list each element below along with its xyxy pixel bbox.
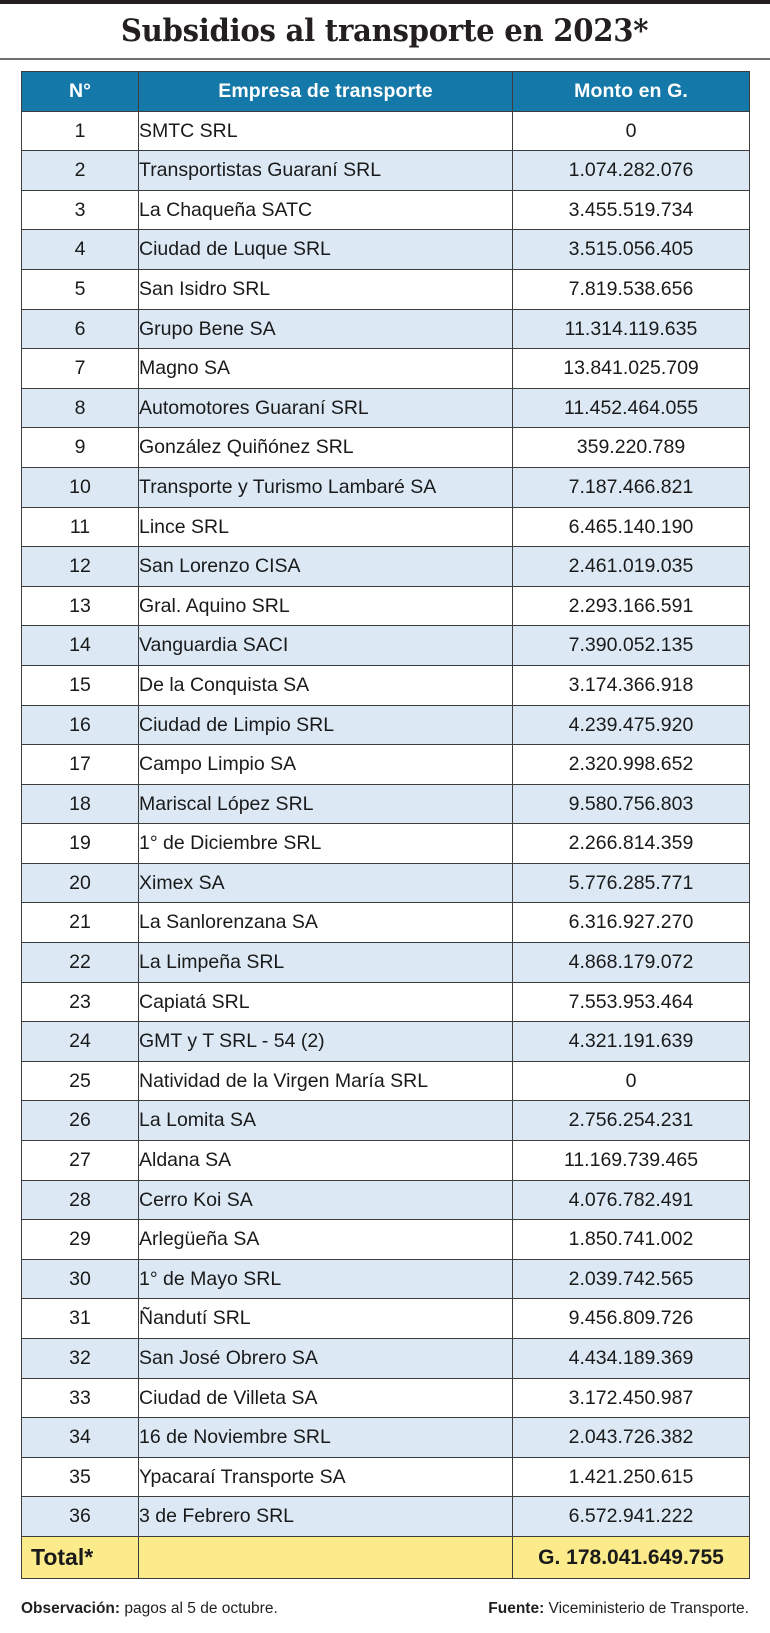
cell-company: González Quiñónez SRL (139, 428, 513, 468)
cell-amount: 2.320.998.652 (513, 745, 750, 785)
cell-number: 23 (22, 982, 139, 1022)
table-row (22, 151, 750, 191)
cell-number: 13 (22, 586, 139, 626)
cell-number: 12 (22, 547, 139, 587)
cell-amount: 6.572.941.222 (513, 1497, 750, 1537)
cell-number: 10 (22, 467, 139, 507)
cell-amount: 4.076.782.491 (513, 1180, 750, 1220)
cell-company: Arlegüeña SA (139, 1220, 513, 1260)
cell-company: Vanguardia SACI (139, 626, 513, 666)
cell-company: La Lomita SA (139, 1101, 513, 1141)
cell-number: 22 (22, 943, 139, 983)
cell-company: Natividad de la Virgen María SRL (139, 1061, 513, 1101)
cell-company: Cerro Koi SA (139, 1180, 513, 1220)
cell-number: 8 (22, 388, 139, 428)
table-row (22, 1061, 750, 1101)
total-label: Total* (22, 1536, 139, 1578)
table-body (22, 111, 750, 1536)
table-row (22, 745, 750, 785)
observation-text: pagos al 5 de octubre. (120, 1600, 278, 1617)
cell-number: 33 (22, 1378, 139, 1418)
cell-number: 35 (22, 1457, 139, 1497)
subsidies-table (21, 71, 750, 1579)
source-text: Viceministerio de Transporte. (544, 1600, 749, 1617)
cell-number: 34 (22, 1418, 139, 1458)
column-header-amount: Monto en G. (513, 72, 750, 112)
cell-number: 15 (22, 665, 139, 705)
cell-amount: 4.868.179.072 (513, 943, 750, 983)
table-row (22, 665, 750, 705)
title-band (0, 4, 770, 58)
cell-company: La Chaqueña SATC (139, 190, 513, 230)
table-row (22, 269, 750, 309)
table-row (22, 1457, 750, 1497)
cell-number: 24 (22, 1022, 139, 1062)
cell-amount: 0 (513, 1061, 750, 1101)
observation-note (21, 1600, 278, 1618)
cell-amount: 3.455.519.734 (513, 190, 750, 230)
cell-number: 4 (22, 230, 139, 270)
cell-amount: 11.452.464.055 (513, 388, 750, 428)
cell-company: Lince SRL (139, 507, 513, 547)
cell-amount: 2.266.814.359 (513, 824, 750, 864)
cell-company: Ciudad de Limpio SRL (139, 705, 513, 745)
cell-amount: 3.172.450.987 (513, 1378, 750, 1418)
cell-company: Capiatá SRL (139, 982, 513, 1022)
table-row (22, 1022, 750, 1062)
table-row (22, 705, 750, 745)
table-row (22, 309, 750, 349)
cell-number: 19 (22, 824, 139, 864)
cell-number: 28 (22, 1180, 139, 1220)
table-row (22, 903, 750, 943)
table-row (22, 1497, 750, 1537)
table-footer (22, 1536, 750, 1578)
cell-amount: 2.293.166.591 (513, 586, 750, 626)
table-row (22, 388, 750, 428)
table-row (22, 428, 750, 468)
cell-company: 1° de Diciembre SRL (139, 824, 513, 864)
cell-number: 30 (22, 1259, 139, 1299)
cell-amount: 4.321.191.639 (513, 1022, 750, 1062)
cell-company: SMTC SRL (139, 111, 513, 151)
cell-amount: 5.776.285.771 (513, 863, 750, 903)
cell-amount: 7.390.052.135 (513, 626, 750, 666)
source-note (488, 1600, 749, 1618)
cell-amount: 9.580.756.803 (513, 784, 750, 824)
cell-number: 27 (22, 1141, 139, 1181)
cell-company: Automotores Guaraní SRL (139, 388, 513, 428)
cell-company: Transporte y Turismo Lambaré SA (139, 467, 513, 507)
table-row (22, 1378, 750, 1418)
cell-company: San Lorenzo CISA (139, 547, 513, 587)
cell-number: 26 (22, 1101, 139, 1141)
cell-amount: 13.841.025.709 (513, 349, 750, 389)
cell-amount: 7.187.466.821 (513, 467, 750, 507)
source-label: Fuente: (488, 1600, 545, 1617)
cell-number: 14 (22, 626, 139, 666)
table-row (22, 1418, 750, 1458)
cell-company: Transportistas Guaraní SRL (139, 151, 513, 191)
cell-company: Ypacaraí Transporte SA (139, 1457, 513, 1497)
table-row (22, 1101, 750, 1141)
cell-number: 31 (22, 1299, 139, 1339)
cell-amount: 1.074.282.076 (513, 151, 750, 191)
cell-company: San José Obrero SA (139, 1339, 513, 1379)
table-row (22, 507, 750, 547)
footer (21, 1600, 749, 1618)
cell-amount: 7.819.538.656 (513, 269, 750, 309)
cell-number: 11 (22, 507, 139, 547)
cell-number: 16 (22, 705, 139, 745)
cell-company: Magno SA (139, 349, 513, 389)
cell-company: 1° de Mayo SRL (139, 1259, 513, 1299)
cell-amount: 0 (513, 111, 750, 151)
cell-number: 29 (22, 1220, 139, 1260)
cell-number: 17 (22, 745, 139, 785)
cell-amount: 6.465.140.190 (513, 507, 750, 547)
cell-amount: 2.039.742.565 (513, 1259, 750, 1299)
cell-amount: 3.515.056.405 (513, 230, 750, 270)
cell-amount: 7.553.953.464 (513, 982, 750, 1022)
cell-company: 16 de Noviembre SRL (139, 1418, 513, 1458)
cell-number: 21 (22, 903, 139, 943)
cell-amount: 4.434.189.369 (513, 1339, 750, 1379)
cell-company: Campo Limpio SA (139, 745, 513, 785)
table-row (22, 626, 750, 666)
cell-company: Ciudad de Villeta SA (139, 1378, 513, 1418)
table-header (22, 72, 750, 112)
cell-amount: 359.220.789 (513, 428, 750, 468)
observation-label: Observación: (21, 1600, 121, 1617)
table-row (22, 586, 750, 626)
cell-company: Ciudad de Luque SRL (139, 230, 513, 270)
table-row (22, 784, 750, 824)
table-row (22, 982, 750, 1022)
cell-number: 7 (22, 349, 139, 389)
table-row (22, 943, 750, 983)
cell-number: 5 (22, 269, 139, 309)
cell-number: 36 (22, 1497, 139, 1537)
cell-amount: 9.456.809.726 (513, 1299, 750, 1339)
cell-amount: 2.043.726.382 (513, 1418, 750, 1458)
total-row (22, 1536, 750, 1578)
title-divider (0, 58, 770, 60)
page-title: Subsidios al transporte en 2023* (121, 13, 649, 49)
cell-number: 3 (22, 190, 139, 230)
cell-company: Ximex SA (139, 863, 513, 903)
cell-number: 1 (22, 111, 139, 151)
cell-company: Ñandutí SRL (139, 1299, 513, 1339)
cell-number: 9 (22, 428, 139, 468)
cell-amount: 2.756.254.231 (513, 1101, 750, 1141)
cell-number: 25 (22, 1061, 139, 1101)
cell-company: 3 de Febrero SRL (139, 1497, 513, 1537)
cell-company: La Limpeña SRL (139, 943, 513, 983)
cell-company: Grupo Bene SA (139, 309, 513, 349)
cell-amount: 1.850.741.002 (513, 1220, 750, 1260)
table-row (22, 1259, 750, 1299)
cell-company: San Isidro SRL (139, 269, 513, 309)
total-amount: G. 178.041.649.755 (513, 1536, 750, 1578)
cell-amount: 6.316.927.270 (513, 903, 750, 943)
cell-company: GMT y T SRL - 54 (2) (139, 1022, 513, 1062)
cell-amount: 11.314.119.635 (513, 309, 750, 349)
cell-number: 2 (22, 151, 139, 191)
table-row (22, 1141, 750, 1181)
cell-number: 20 (22, 863, 139, 903)
cell-amount: 11.169.739.465 (513, 1141, 750, 1181)
table-row (22, 863, 750, 903)
cell-number: 32 (22, 1339, 139, 1379)
cell-amount: 1.421.250.615 (513, 1457, 750, 1497)
table-row (22, 467, 750, 507)
cell-amount: 3.174.366.918 (513, 665, 750, 705)
table-row (22, 111, 750, 151)
table-row (22, 824, 750, 864)
table-row (22, 1220, 750, 1260)
header-row (22, 72, 750, 112)
cell-amount: 2.461.019.035 (513, 547, 750, 587)
cell-company: La Sanlorenzana SA (139, 903, 513, 943)
total-spacer (139, 1536, 513, 1578)
table-row (22, 1339, 750, 1379)
table-row (22, 1180, 750, 1220)
table-row (22, 547, 750, 587)
cell-company: De la Conquista SA (139, 665, 513, 705)
column-header-company: Empresa de transporte (139, 72, 513, 112)
table-row (22, 230, 750, 270)
cell-company: Aldana SA (139, 1141, 513, 1181)
column-header-number: N° (22, 72, 139, 112)
cell-number: 18 (22, 784, 139, 824)
cell-number: 6 (22, 309, 139, 349)
cell-amount: 4.239.475.920 (513, 705, 750, 745)
cell-company: Mariscal López SRL (139, 784, 513, 824)
table-container (21, 71, 749, 1579)
table-row (22, 349, 750, 389)
table-row (22, 1299, 750, 1339)
cell-company: Gral. Aquino SRL (139, 586, 513, 626)
table-row (22, 190, 750, 230)
